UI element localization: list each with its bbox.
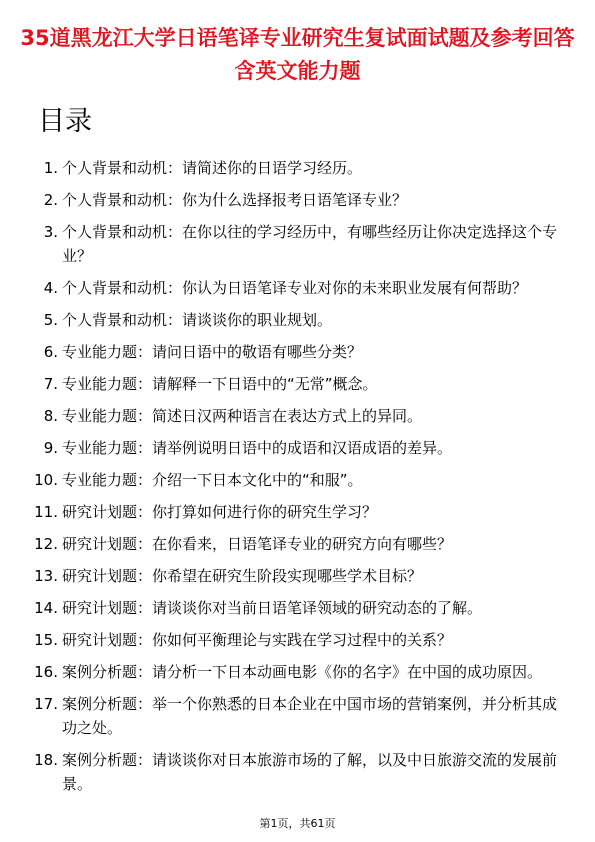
toc-item-text: 研究计划题：你如何平衡理论与实践在学习过程中的关系？ xyxy=(62,631,453,649)
toc-item-text: 研究计划题：请谈谈你对当前日语笔译领域的研究动态的了解。 xyxy=(62,599,483,617)
toc-item-text: 专业能力题：请解释一下日语中的“无常”概念。 xyxy=(62,375,378,393)
toc-item[interactable] xyxy=(0,628,595,652)
toc-item[interactable] xyxy=(0,468,595,492)
toc-item-number: 5. xyxy=(43,311,58,329)
toc-item-text: 个人背景和动机：你为什么选择报考日语笔译专业？ xyxy=(62,191,408,209)
toc-item-number: 16. xyxy=(34,663,58,681)
toc-item-text: 专业能力题：请举例说明日语中的成语和汉语成语的差异。 xyxy=(62,439,453,457)
toc-item[interactable] xyxy=(0,660,595,684)
toc-item-text: 案例分析题：举一个你熟悉的日本企业在中国市场的营销案例，并分析其成功之处。 xyxy=(62,695,558,737)
toc-item-text: 个人背景和动机：你认为日语笔译专业对你的未来职业发展有何帮助？ xyxy=(62,279,528,297)
toc-item[interactable] xyxy=(0,500,595,524)
toc-item-text: 研究计划题：在你看来，日语笔译专业的研究方向有哪些？ xyxy=(62,535,453,553)
toc-item-text: 个人背景和动机：请简述你的日语学习经历。 xyxy=(62,159,363,177)
toc-item[interactable] xyxy=(0,532,595,556)
toc-item[interactable] xyxy=(0,564,595,588)
toc-item-text: 专业能力题：请问日语中的敬语有哪些分类？ xyxy=(62,343,363,361)
toc-item[interactable] xyxy=(0,748,595,796)
toc-item-text: 专业能力题：介绍一下日本文化中的“和服”。 xyxy=(62,471,363,489)
toc-item-number: 15. xyxy=(34,631,58,649)
toc-item[interactable] xyxy=(0,692,595,740)
toc-item-number: 6. xyxy=(43,343,58,361)
toc-item[interactable] xyxy=(0,156,595,180)
toc-item[interactable] xyxy=(0,308,595,332)
toc-item-number: 1. xyxy=(43,159,58,177)
toc-item-number: 4. xyxy=(43,279,58,297)
toc-item-number: 10. xyxy=(34,471,58,489)
toc-item-text: 研究计划题：你希望在研究生阶段实现哪些学术目标？ xyxy=(62,567,423,585)
page-footer: 第1页，共61页 xyxy=(259,817,336,830)
toc-item-text: 案例分析题：请谈谈你对日本旅游市场的了解，以及中日旅游交流的发展前景。 xyxy=(62,751,558,793)
toc-heading: 目录 xyxy=(38,106,92,137)
toc-item[interactable] xyxy=(0,188,595,212)
toc-item-number: 9. xyxy=(43,439,58,457)
toc-item[interactable] xyxy=(0,340,595,364)
toc-item-number: 11. xyxy=(34,503,58,521)
toc-item-number: 3. xyxy=(43,223,58,241)
toc-item[interactable] xyxy=(0,436,595,460)
toc-item-text: 案例分析题：请分析一下日本动画电影《你的名字》在中国的成功原因。 xyxy=(62,663,543,681)
toc-item[interactable] xyxy=(0,372,595,396)
toc-item-text: 研究计划题：你打算如何进行你的研究生学习？ xyxy=(62,503,378,521)
toc-item-number: 8. xyxy=(43,407,58,425)
toc-list xyxy=(0,156,595,804)
toc-item[interactable] xyxy=(0,404,595,428)
toc-item-number: 7. xyxy=(43,375,58,393)
toc-item[interactable] xyxy=(0,596,595,620)
toc-item-number: 17. xyxy=(34,695,58,713)
toc-item-text: 个人背景和动机：请谈谈你的职业规划。 xyxy=(62,311,333,329)
document-title: 35道黑龙江大学日语笔译专业研究生复试面试题及参考回答含英文能力题 xyxy=(20,26,575,83)
toc-item-number: 14. xyxy=(34,599,58,617)
toc-item-text: 个人背景和动机：在你以往的学习经历中，有哪些经历让你决定选择这个专业？ xyxy=(62,223,558,265)
toc-item-number: 12. xyxy=(34,535,58,553)
toc-item-text: 专业能力题：简述日汉两种语言在表达方式上的异同。 xyxy=(62,407,423,425)
toc-item[interactable] xyxy=(0,276,595,300)
toc-item-number: 13. xyxy=(34,567,58,585)
toc-item-number: 18. xyxy=(34,751,58,769)
toc-item[interactable] xyxy=(0,220,595,268)
toc-item-number: 2. xyxy=(43,191,58,209)
